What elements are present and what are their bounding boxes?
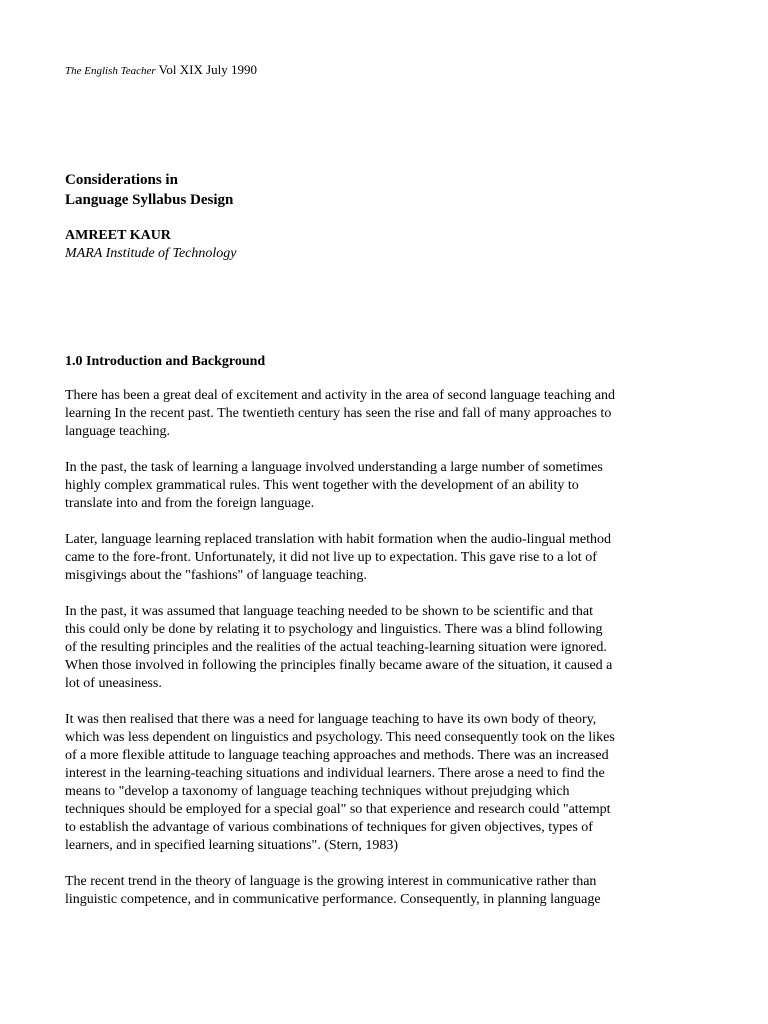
article-title-line-2: Language Syllabus Design [65,192,234,208]
text-line: It was then realised that there was a need for language teaching to have its own body of theory, [65,712,597,727]
text-line: In the past, it was assumed that language teaching needed to be shown to be scientific and that [65,604,593,619]
text-line: this could only be done by relating it to psychology and linguistics. There was a blind following [65,622,603,637]
text-line: techniques should be employed for a special goal" so that experience and research could "attempt [65,802,611,817]
text-line: When those involved in following the principles finally became aware of the situation, it caused a [65,658,613,673]
text-line: language teaching. [65,424,170,439]
author-block [65,227,236,263]
journal-citation [65,62,257,79]
article-title-line-1: Considerations in [65,172,178,188]
journal-name: The English Teacher [65,65,156,77]
text-line: to establish the advantage of various combinations of techniques for given objectives, types of [65,820,593,835]
text-line: There has been a great deal of excitement and activity in the area of second language teaching and [65,388,616,403]
text-line: lot of uneasiness. [65,676,162,691]
text-line: highly complex grammatical rules. This went together with the development of an ability to [65,478,579,493]
paragraph [65,873,705,909]
text-line: Later, language learning replaced translation with habit formation when the audio-lingual method [65,532,612,547]
paragraph [65,387,705,441]
author-affiliation: MARA Institude of Technology [65,246,237,261]
text-line: of the resulting principles and the realities of the actual teaching-learning situation were ignored. [65,640,607,655]
body-text [65,387,705,927]
text-line: interest in the learning-teaching situations and individual learners. There arose a need to find the [65,766,605,781]
author-name: AMREET KAUR [65,228,171,243]
paragraph [65,531,705,585]
text-line: which was less dependent on linguistics and psychology. This need consequently took on the likes [65,730,615,745]
text-line: means to "develop a taxonomy of language teaching techniques without prejudging which [65,784,570,799]
text-line: came to the fore-front. Unfortunately, it did not live up to expectation. This gave rise to a lot of [65,550,597,565]
text-line: The recent trend in the theory of language is the growing interest in communicative rather than [65,874,597,889]
paragraph [65,459,705,513]
text-line: In the past, the task of learning a language involved understanding a large number of sometimes [65,460,603,475]
text-line: translate into and from the foreign language. [65,496,315,511]
text-line: misgivings about the "fashions" of language teaching. [65,568,367,583]
section-heading: 1.0 Introduction and Background [65,354,266,369]
article-title [65,170,233,210]
text-line: of a more flexible attitude to language teaching approaches and methods. There was an increased [65,748,609,763]
paragraph [65,711,705,855]
text-line: learning In the recent past. The twentieth century has seen the rise and fall of many approaches to [65,406,612,421]
text-line: learners, and in specified learning situations". (Stern, 1983) [65,838,399,853]
text-line: linguistic competence, and in communicative performance. Consequently, in planning language [65,892,601,907]
paragraph [65,603,705,693]
journal-issue: Vol XIX July 1990 [155,62,258,77]
